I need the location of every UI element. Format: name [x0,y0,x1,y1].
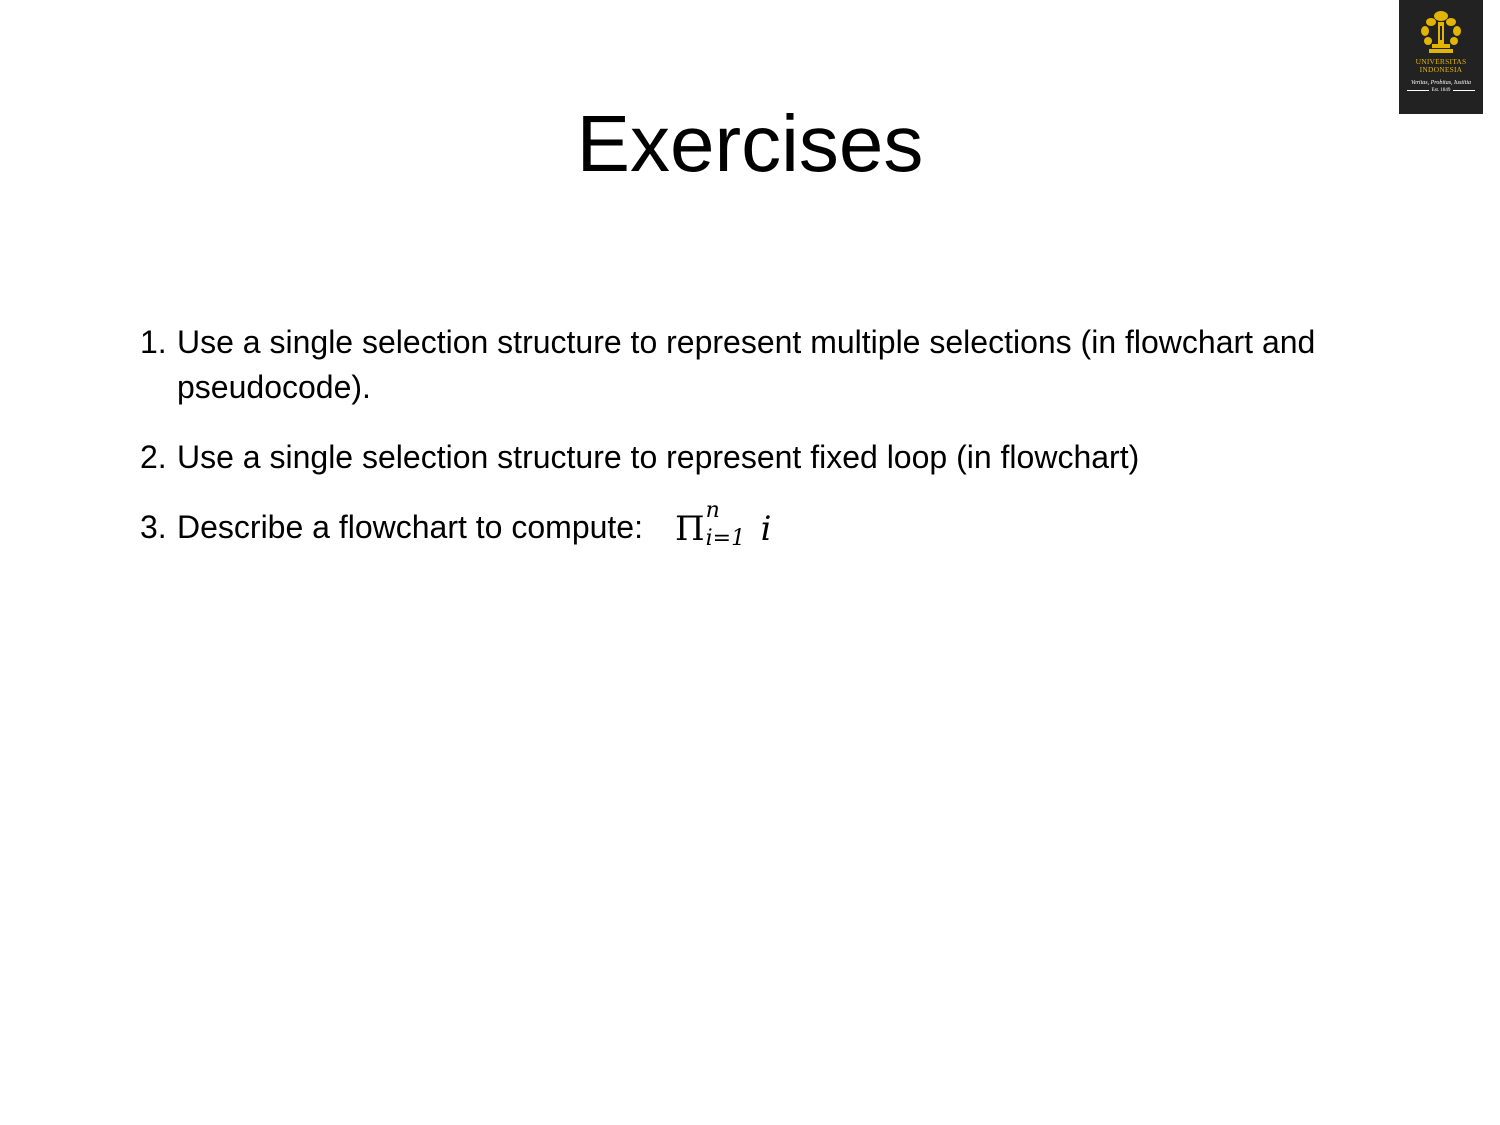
logo-name-line2: INDONESIA [1419,65,1463,74]
exercise-text: Use a single selection structure to represent multiple selections (in flowchart and pseudocode). [177,324,1316,405]
formula-body: i [760,509,772,549]
formula-subscript: i=1 [705,526,746,551]
exercise-text: Use a single selection structure to represent fixed loop (in flowchart) [177,439,1140,475]
exercise-number: 2. [140,439,167,475]
logo-rule-right [1453,90,1475,91]
formula-limits [705,498,763,551]
logo-name-line1: UNIVERSITAS [1415,57,1467,66]
logo-motto: Veritas, Probitas, Iustitia [1410,80,1472,86]
exercise-number: 1. [140,324,167,360]
exercise-list [140,320,1370,575]
slide-title: Exercises [576,99,924,188]
exercise-item-1 [140,320,1370,410]
formula-operator: Π [674,509,705,549]
exercise-item-2 [140,435,1370,480]
exercise-item-3 [140,498,1370,551]
logo-established-text: Est. 1849 [1431,88,1451,93]
university-emblem-icon [1415,6,1467,58]
formula-superscript: n [705,498,720,523]
exercise-text: Describe a flowchart to compute: [177,509,643,545]
logo-rule-left [1407,90,1429,91]
exercise-number: 3. [140,509,167,545]
exercise-text-with-formula [177,498,1370,551]
logo-established [1407,88,1476,93]
product-formula [674,498,772,551]
